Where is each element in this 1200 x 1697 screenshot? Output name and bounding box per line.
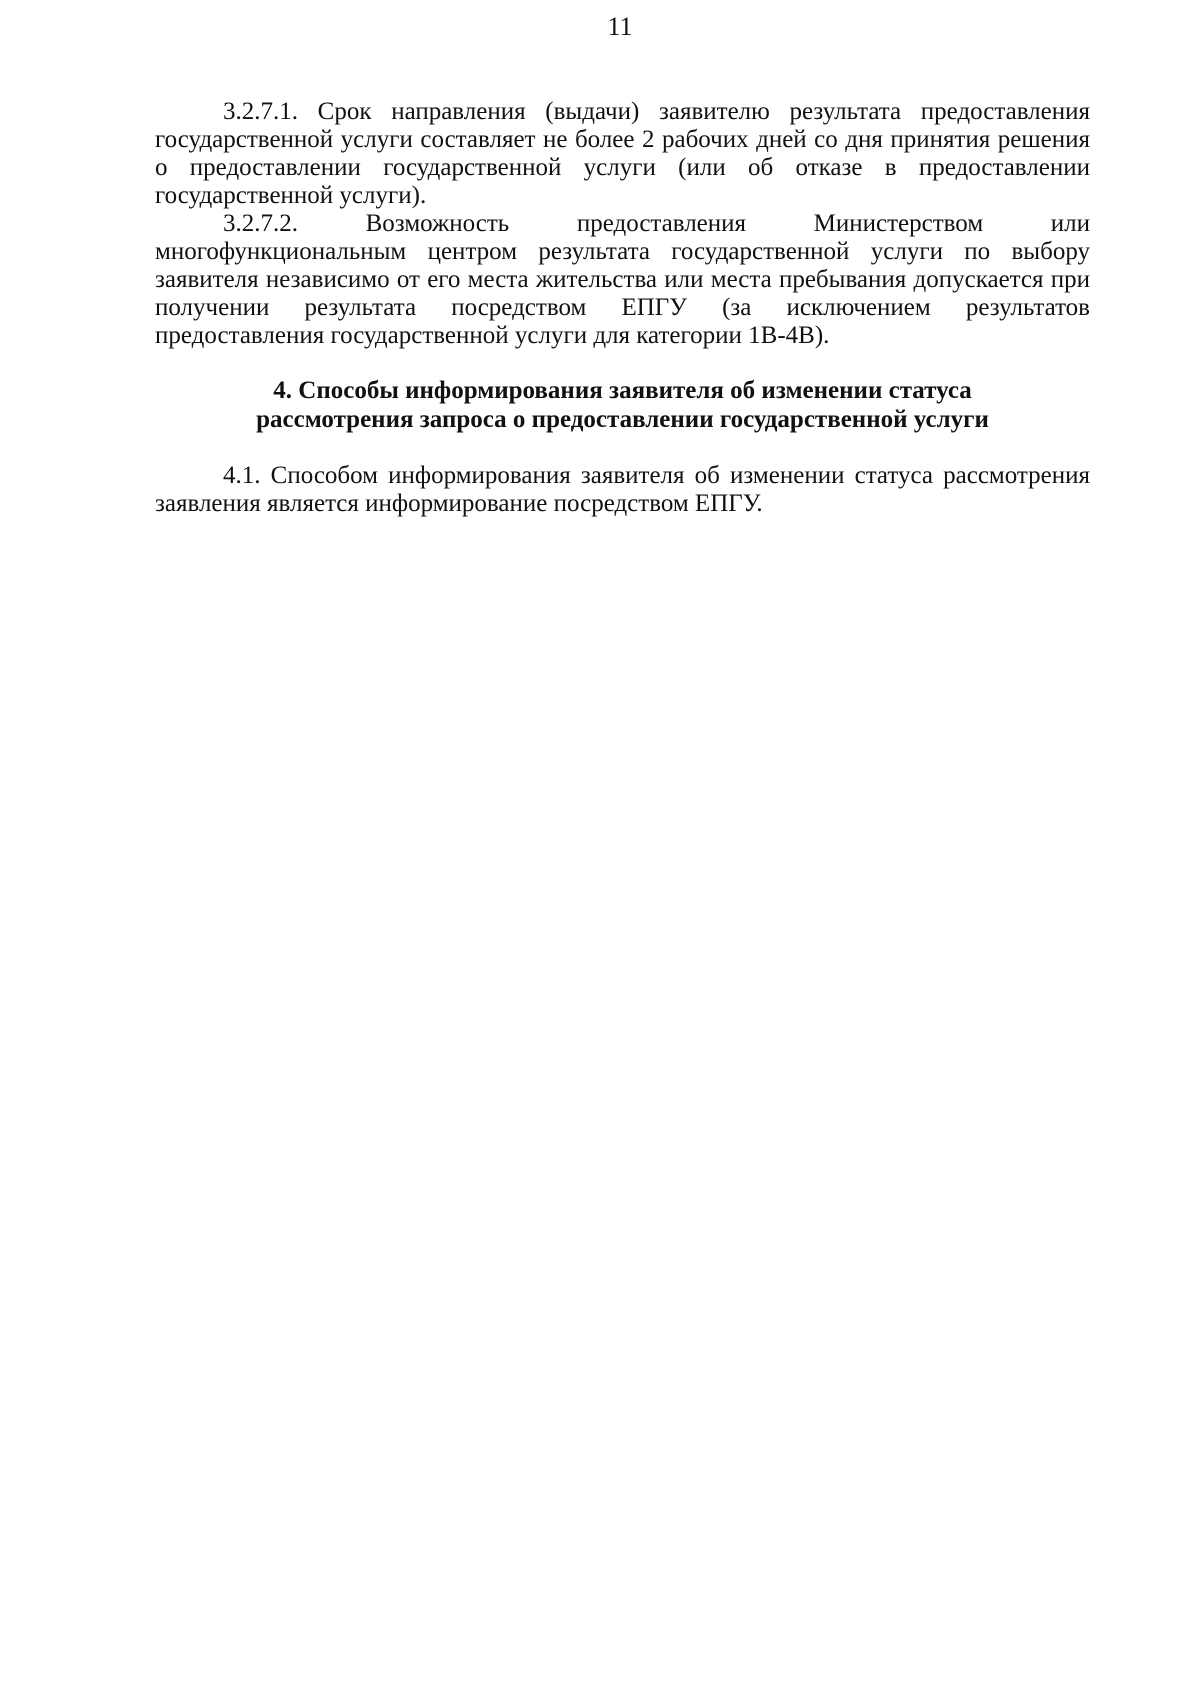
- page-number: 11: [607, 12, 633, 41]
- section-4-text: [155, 462, 1090, 518]
- paragraph-3-2-7-2: 3.2.7.2. Возможность предоставления Министерством или многофункциональным центром результата государственной услуги по выбору заявителя независимо от его места жительства или места пребывания допускается при получении результата посредством ЕПГУ (за исключением результатов предоставления государственной услуги для категории 1В-4В).: [155, 210, 1090, 349]
- section-4-heading-line-2: рассмотрения запроса о предоставлении государственной услуги: [256, 406, 989, 433]
- paragraph-3-2-7-1: 3.2.7.1. Срок направления (выдачи) заявителю результата предоставления государственной услуги составляет не более 2 рабочих дней со дня принятия решения о предоставлении государственной услуги (или об отказе в предоставлении государственной услуги).: [155, 98, 1090, 209]
- section-4-heading-line-1: 4. Способы информирования заявителя об изменении статуса: [273, 377, 972, 404]
- section-3-text: [155, 98, 1090, 350]
- section-4-heading: [155, 376, 1090, 434]
- paragraph-4-1: 4.1. Способом информирования заявителя об изменении статуса рассмотрения заявления является информирование посредством ЕПГУ.: [155, 462, 1090, 517]
